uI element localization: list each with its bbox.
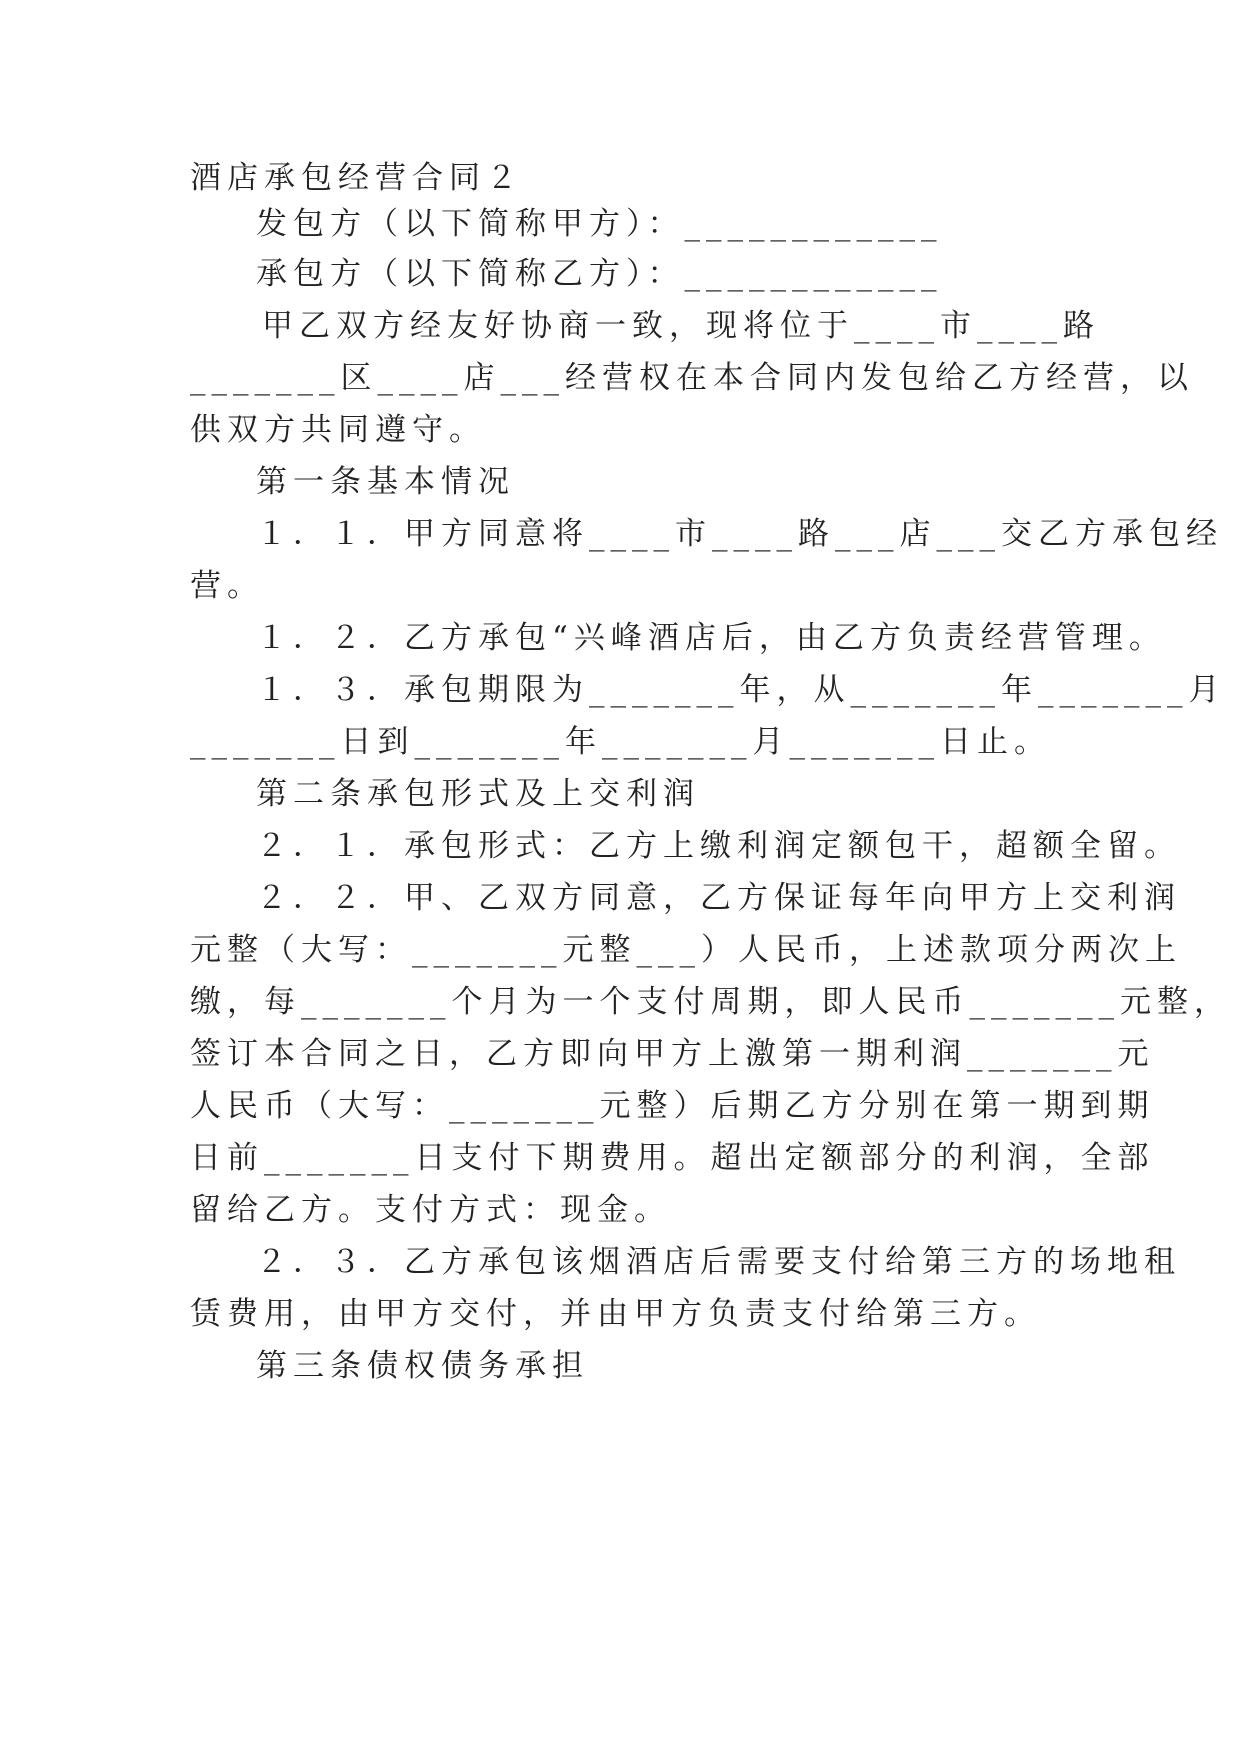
clause-line: 营。 (190, 568, 264, 604)
clause-line: １．１．甲方同意将____市____路___店___交乙方承包经 (256, 516, 1223, 552)
article-heading: 第一条基本情况 (256, 464, 515, 500)
clause-line: 缴，每_______个月为一个支付周期，即人民币_______元整， (190, 984, 1231, 1020)
party-a-line: 发包方（以下简称甲方）：____________ (256, 206, 943, 242)
preamble-line: 供双方共同遵守。 (190, 412, 486, 448)
clause-line: ２．１．承包形式：乙方上缴利润定额包干，超额全留。 (256, 828, 1181, 864)
clause-line: ２．２．甲、乙双方同意，乙方保证每年向甲方上交利润 (256, 880, 1181, 916)
clause-line: １．３．承包期限为_______年，从_______年_______月 (256, 672, 1226, 708)
preamble-line: _______区____店___经营权在本合同内发包给乙方经营，以 (190, 360, 1194, 396)
clause-line: 元整（大写：_______元整___）人民币，上述款项分两次上 (190, 932, 1182, 968)
clause-line: ２．３．乙方承包该烟酒店后需要支付给第三方的场地租 (256, 1244, 1181, 1280)
preamble-line: 甲乙双方经友好协商一致，现将位于____市____路 (262, 308, 1100, 344)
party-b-line: 承包方（以下简称乙方）：____________ (256, 256, 943, 292)
article-heading: 第三条债权债务承担 (256, 1348, 589, 1384)
clause-line: 签订本合同之日，乙方即向甲方上激第一期利润_______元 (190, 1036, 1155, 1072)
clause-line: 赁费用，由甲方交付，并由甲方负责支付给第三方。 (190, 1296, 1041, 1332)
article-heading: 第二条承包形式及上交利润 (256, 776, 700, 812)
clause-line: １．２．乙方承包“兴峰酒店后，由乙方负责经营管理。 (256, 620, 1166, 656)
clause-line: 人民币（大写：_______元整）后期乙方分别在第一期到期 (190, 1088, 1155, 1124)
clause-line: _______日到_______年_______月_______日止。 (190, 724, 1051, 760)
document-title: 酒店承包经营合同２ (190, 160, 523, 196)
clause-line: 日前_______日支付下期费用。超出定额部分的利润，全部 (190, 1140, 1155, 1176)
clause-line: 留给乙方。支付方式：现金。 (190, 1192, 671, 1228)
